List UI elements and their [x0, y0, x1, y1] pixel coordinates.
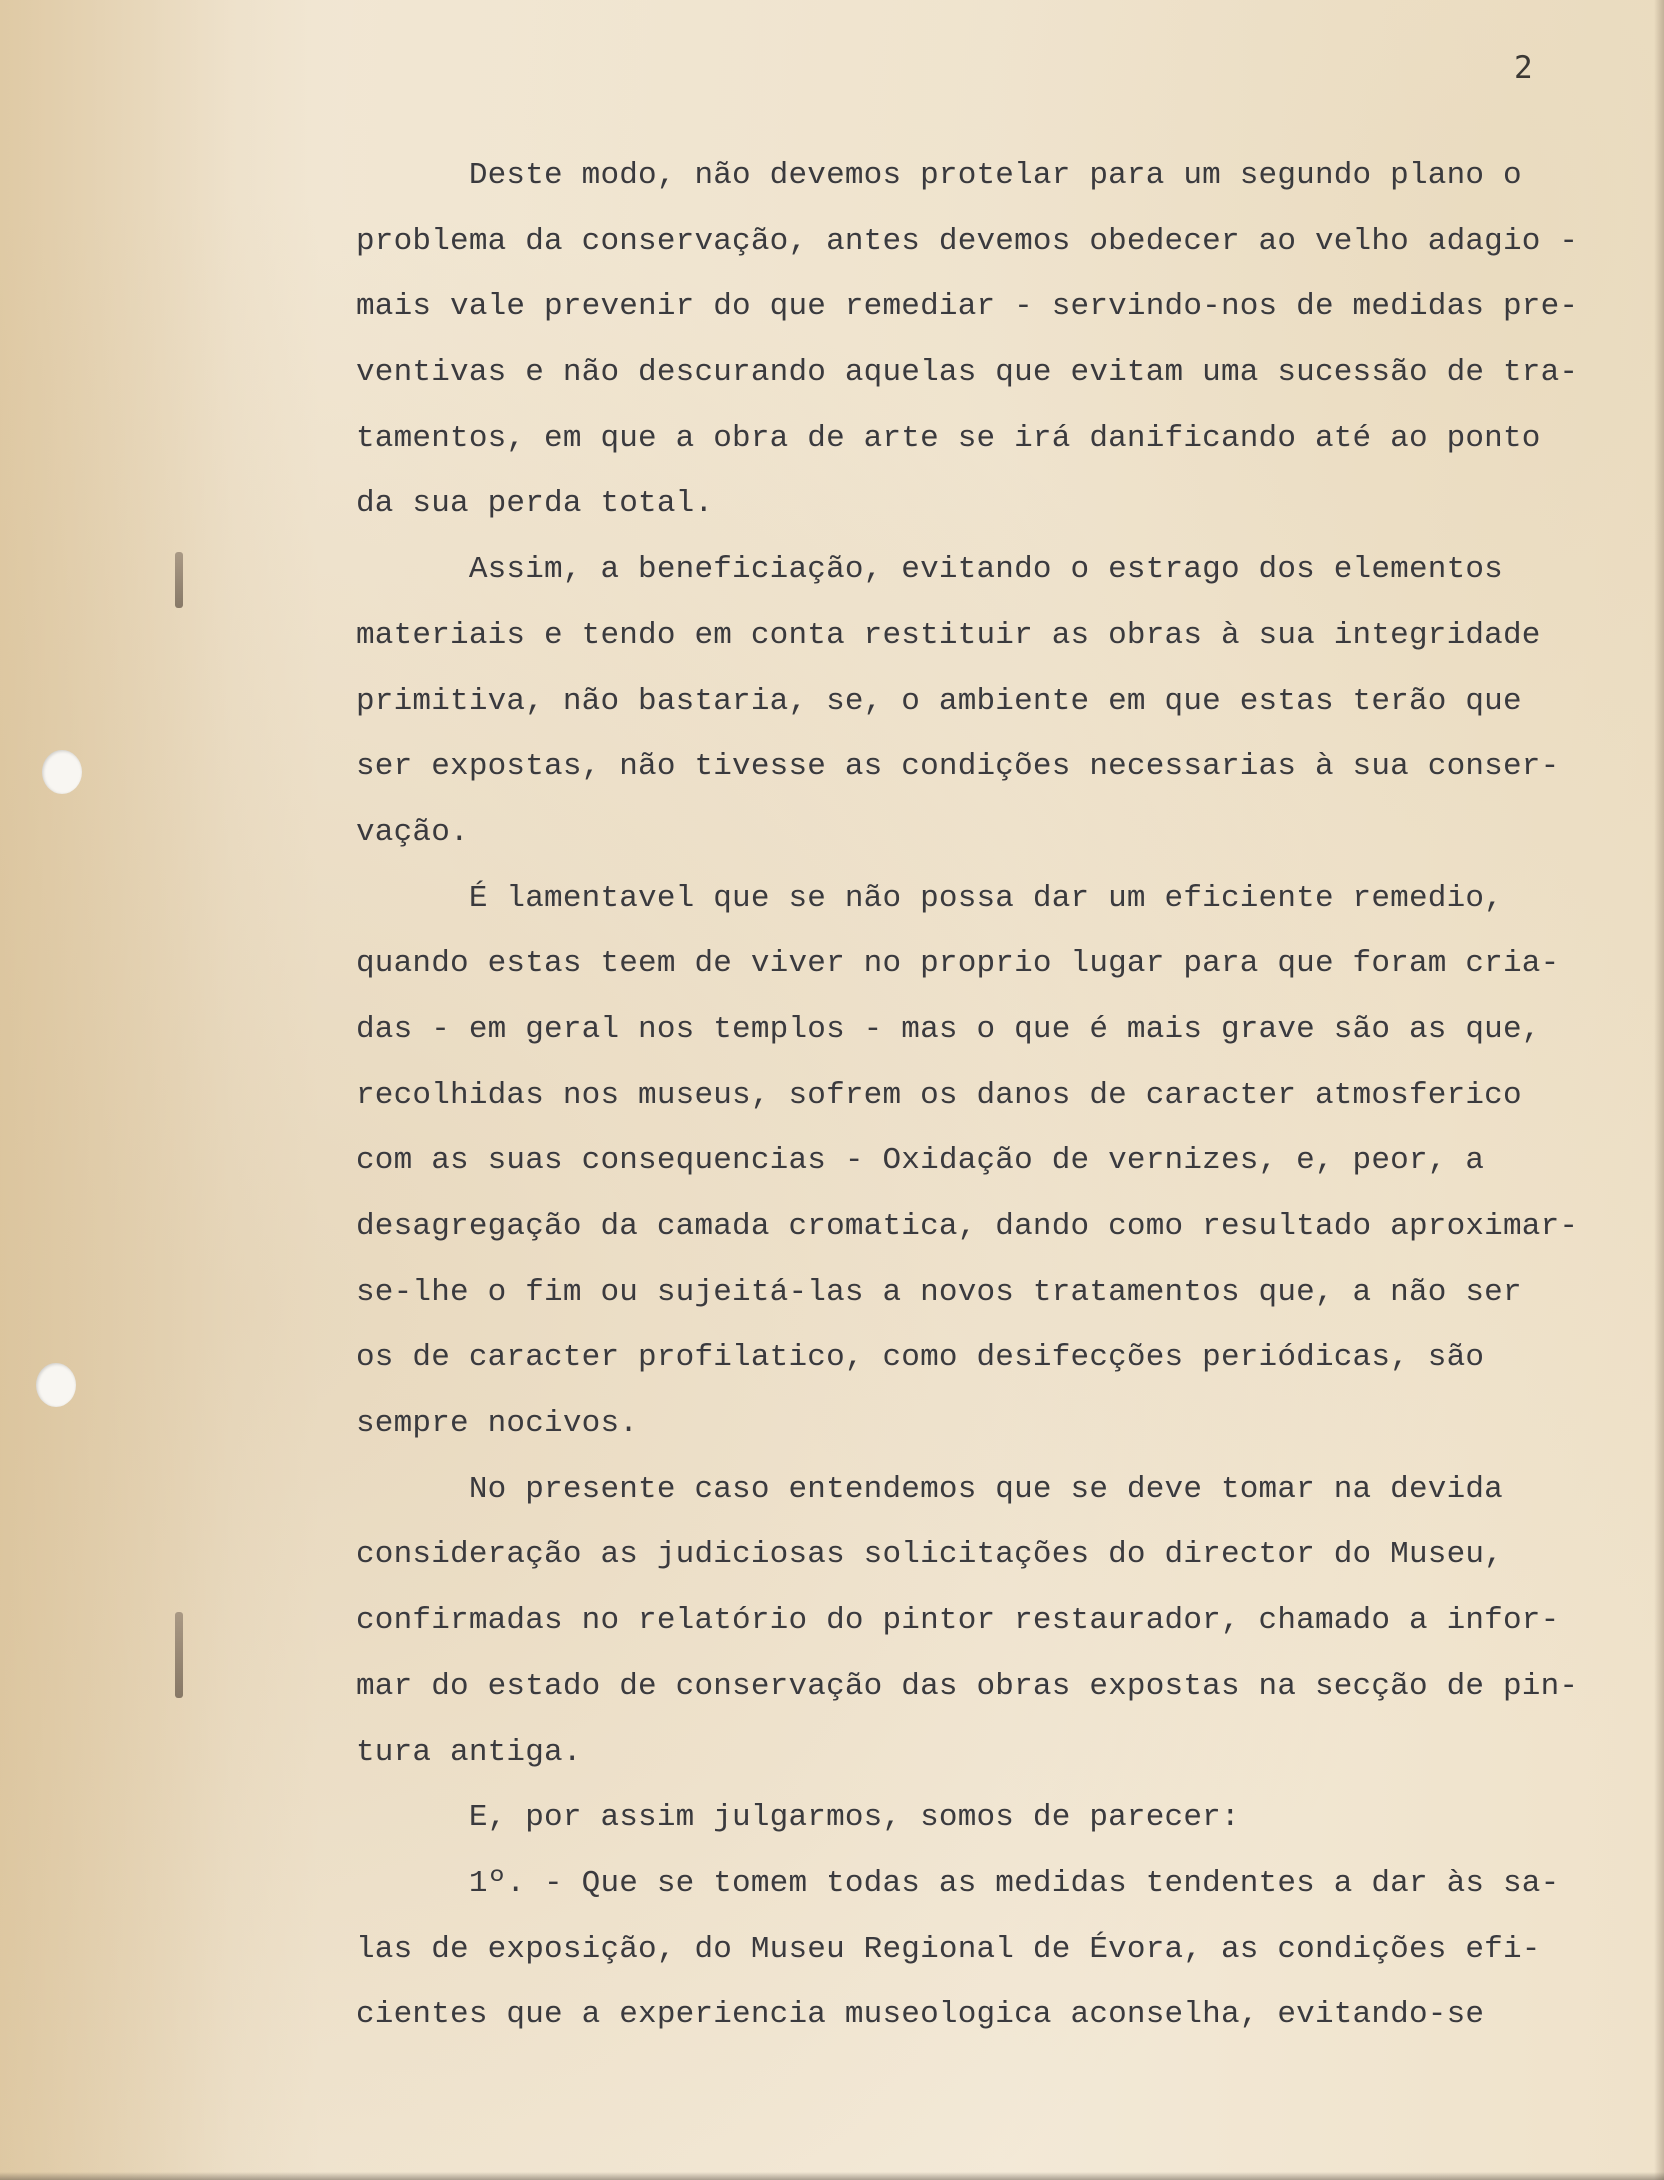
text-line: las de exposição, do Museu Regional de Évora, as condições efi- [356, 1931, 1541, 1967]
text-line: primitiva, não bastaria, se, o ambiente em que estas terão que [356, 683, 1522, 719]
text-line: ventivas e não descurando aquelas que evitam uma sucessão de tra- [356, 355, 1579, 391]
staple-mark-top [175, 552, 183, 608]
text-line: mais vale prevenir do que remediar - servindo-nos de medidas pre- [356, 289, 1579, 325]
page-number: 2 [1514, 50, 1533, 86]
text-line: desagregação da camada cromatica, dando como resultado aproximar- [356, 1209, 1579, 1244]
text-line: tamentos, em que a obra de arte se irá danificando até ao ponto [356, 420, 1541, 456]
text-line: da sua perda total. [356, 486, 714, 522]
text-line: Deste modo, não devemos protelar para um segundo plano o [356, 158, 1522, 193]
text-line: com as suas consequencias - Oxidação de vernizes, e, peor, a [356, 1143, 1485, 1179]
text-line: Assim, a beneficiação, evitando o estrago dos elementos [356, 552, 1503, 588]
paragraph [356, 537, 1646, 865]
text-line: É lamentavel que se não possa dar um eficiente remedio, [356, 880, 1503, 916]
text-line: quando estas teem de viver no proprio lugar para que foram cria- [356, 946, 1560, 982]
text-line: problema da conservação, antes devemos obedecer ao velho adagio - [356, 223, 1579, 259]
text-line: consideração as judiciosas solicitações do director do Museu, [356, 1537, 1503, 1573]
text-line: No presente caso entendemos que se deve tomar na devida [356, 1471, 1503, 1507]
text-line: recolhidas nos museus, sofrem os danos de caracter atmosferico [356, 1077, 1522, 1113]
paragraph [356, 866, 1646, 1457]
text-line: ser expostas, não tivesse as condições necessarias à sua conser- [356, 749, 1560, 785]
staple-mark-bottom [175, 1612, 183, 1698]
text-line: vação. [356, 814, 469, 850]
text-line: se-lhe o fim ou sujeitá-las a novos tratamentos que, a não ser [356, 1274, 1522, 1310]
punch-hole-top [42, 750, 82, 794]
paper-shading [0, 0, 320, 2180]
text-line: das - em geral nos templos - mas o que é mais grave são as que, [356, 1011, 1541, 1047]
text-line: materiais e tendo em conta restituir as obras à sua integridade [356, 617, 1541, 653]
paragraph [356, 1457, 1646, 1785]
paragraph [356, 143, 1646, 537]
typewritten-body [356, 143, 1646, 2048]
text-line: os de caracter profilatico, como desifecções periódicas, são [356, 1340, 1485, 1376]
punch-hole-bottom [36, 1363, 76, 1407]
text-line: sempre nocivos. [356, 1406, 639, 1442]
text-line: cientes que a experiencia museologica aconselha, evitando-se [356, 1997, 1485, 2033]
paper-bottom-edge [0, 2172, 1664, 2180]
text-line: confirmadas no relatório do pintor restaurador, chamado a infor- [356, 1603, 1560, 1639]
paragraph [356, 1851, 1646, 2048]
paragraph [356, 1785, 1646, 1851]
paper-right-edge [1654, 0, 1664, 2180]
text-line: tura antiga. [356, 1734, 582, 1770]
text-line: 1º. - Que se tomem todas as medidas tendentes a dar às sa- [356, 1865, 1560, 1901]
text-line: mar do estado de conservação das obras expostas na secção de pin- [356, 1668, 1579, 1704]
text-line: E, por assim julgarmos, somos de parecer: [356, 1800, 1240, 1836]
